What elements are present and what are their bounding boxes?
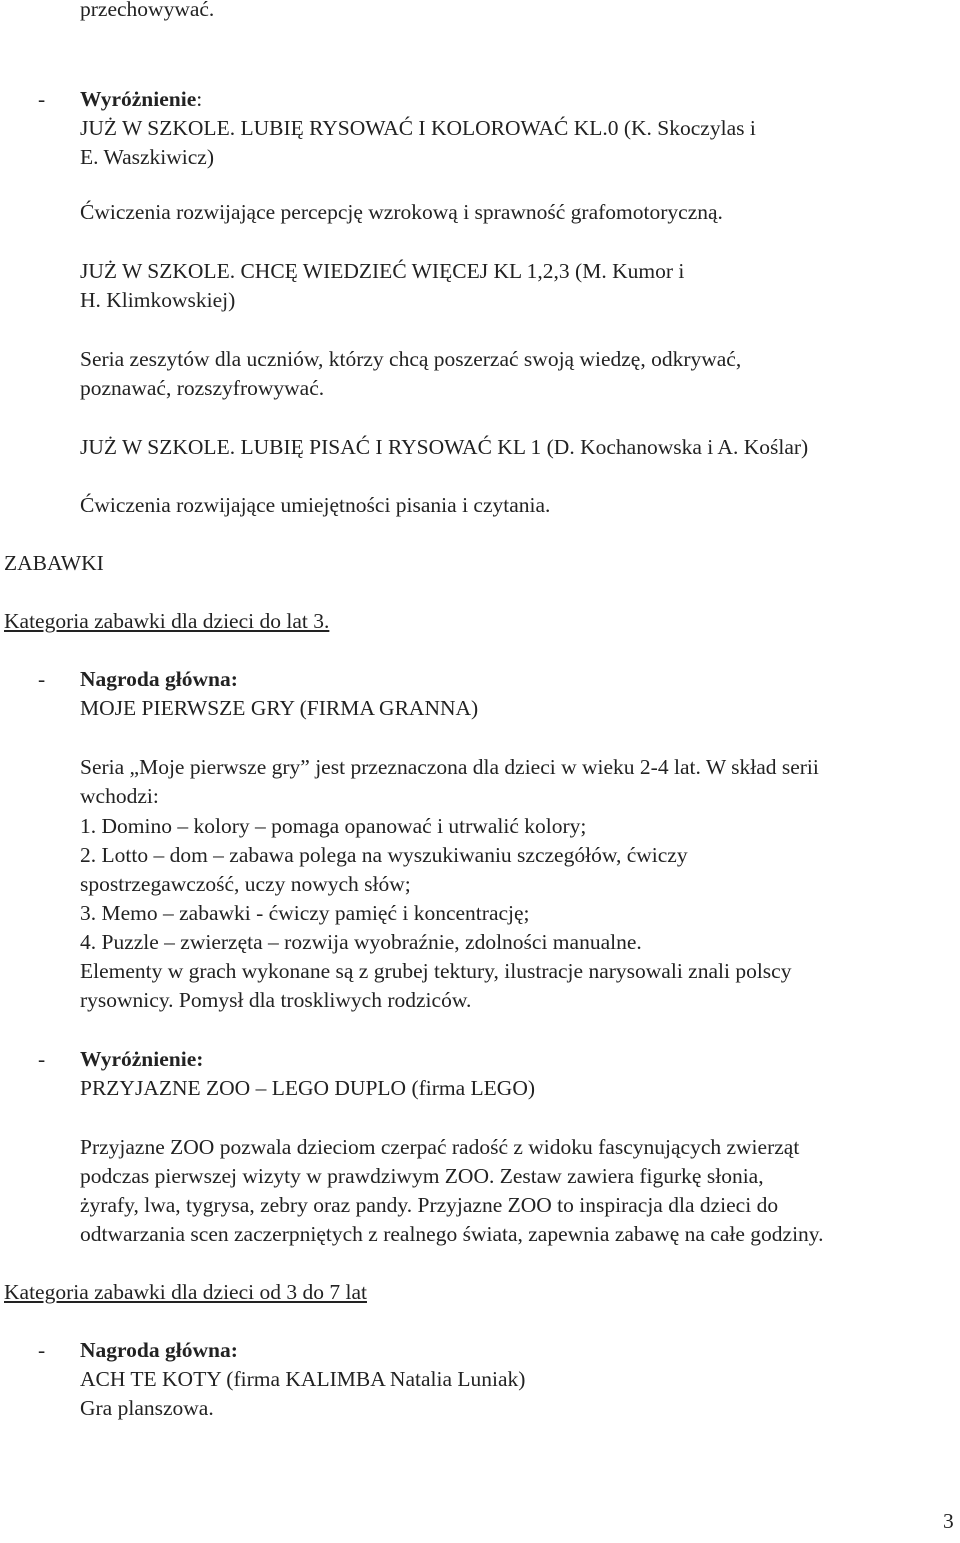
main-prize-label [80, 666, 238, 692]
category-heading: Kategoria zabawki dla dzieci do lat 3. [4, 609, 330, 633]
award-label-text: Wyróżnienie [80, 87, 197, 111]
prize-title: MOJE PIERWSZE GRY (FIRMA GRANNA) [80, 696, 479, 720]
description-line: podczas pierwszej wizyty w prawdziwym ZOO. Zestaw zawiera figurkę słonia, [80, 1164, 764, 1188]
item-title: JUŻ W SZKOLE. LUBIĘ PISAĆ I RYSOWAĆ KL 1 (D. Kochanowska i A. Koślar) [80, 435, 809, 459]
distinction-label-text: Wyróżnienie: [80, 1047, 204, 1071]
prize-subtitle: Gra planszowa. [80, 1396, 214, 1420]
list-dash: - [38, 667, 46, 691]
category-heading: Kategoria zabawki dla dzieci od 3 do 7 lat [4, 1280, 367, 1304]
description-line: 2. Lotto – dom – zabawa polega na wyszukiwaniu szczegółów, ćwiczy [80, 843, 688, 867]
item-description: Seria zeszytów dla uczniów, którzy chcą poszerzać swoją wiedzę, odkrywać, [80, 347, 742, 371]
main-prize-label [80, 1337, 238, 1363]
continuation-text: przechowywać. [80, 0, 215, 21]
description-line: Seria „Moje pierwsze gry” jest przeznaczona dla dzieci w wieku 2-4 lat. W skład serii [80, 755, 819, 779]
description-line: 1. Domino – kolory – pomaga opanować i utrwalić kolory; [80, 814, 587, 838]
description-line: odtwarzania scen zaczerpniętych z realnego świata, zapewnia zabawę na całe godziny. [80, 1222, 824, 1246]
item-title: E. Waszkiwicz) [80, 145, 214, 169]
description-line: 3. Memo – zabawki - ćwiczy pamięć i koncentrację; [80, 901, 530, 925]
page-number: 3 [943, 1509, 954, 1533]
prize-title: ACH TE KOTY (firma KALIMBA Natalia Luniak) [80, 1367, 526, 1391]
item-description: Ćwiczenia rozwijające percepcję wzrokową i sprawność grafomotoryczną. [80, 200, 723, 224]
description-line: 4. Puzzle – zwierzęta – rozwija wyobraźnie, zdolności manualne. [80, 930, 642, 954]
list-dash: - [38, 1338, 46, 1362]
section-heading: ZABAWKI [4, 551, 104, 575]
description-line: żyrafy, lwa, tygrysa, zebry oraz pandy. Przyjazne ZOO to inspiracja dla dzieci do [80, 1193, 779, 1217]
description-line: Przyjazne ZOO pozwala dzieciom czerpać radość z widoku fascynujących zwierząt [80, 1135, 800, 1159]
item-description: poznawać, rozszyfrowywać. [80, 376, 325, 400]
item-description: Ćwiczenia rozwijające umiejętności pisania i czytania. [80, 493, 551, 517]
award-label [80, 86, 202, 112]
description-line: spostrzegawczość, uczy nowych słów; [80, 872, 411, 896]
main-prize-label-text: Nagroda główna: [80, 667, 238, 691]
item-title: H. Klimkowskiej) [80, 288, 236, 312]
list-dash: - [38, 87, 46, 111]
list-dash: - [38, 1047, 46, 1071]
description-line: wchodzi: [80, 784, 159, 808]
item-title: JUŻ W SZKOLE. LUBIĘ RYSOWAĆ I KOLOROWAĆ KL.0 (K. Skoczylas i [80, 116, 756, 140]
prize-title: PRZYJAZNE ZOO – LEGO DUPLO (firma LEGO) [80, 1076, 536, 1100]
main-prize-label-text: Nagroda główna: [80, 1338, 238, 1362]
description-line: Elementy w grach wykonane są z grubej tektury, ilustracje narysowali znali polscy [80, 959, 792, 983]
distinction-label [80, 1046, 203, 1072]
award-label-colon: : [196, 87, 203, 111]
description-line: rysownicy. Pomysł dla troskliwych rodziców. [80, 988, 472, 1012]
item-title: JUŻ W SZKOLE. CHCĘ WIEDZIEĆ WIĘCEJ KL 1,2,3 (M. Kumor i [80, 259, 685, 283]
